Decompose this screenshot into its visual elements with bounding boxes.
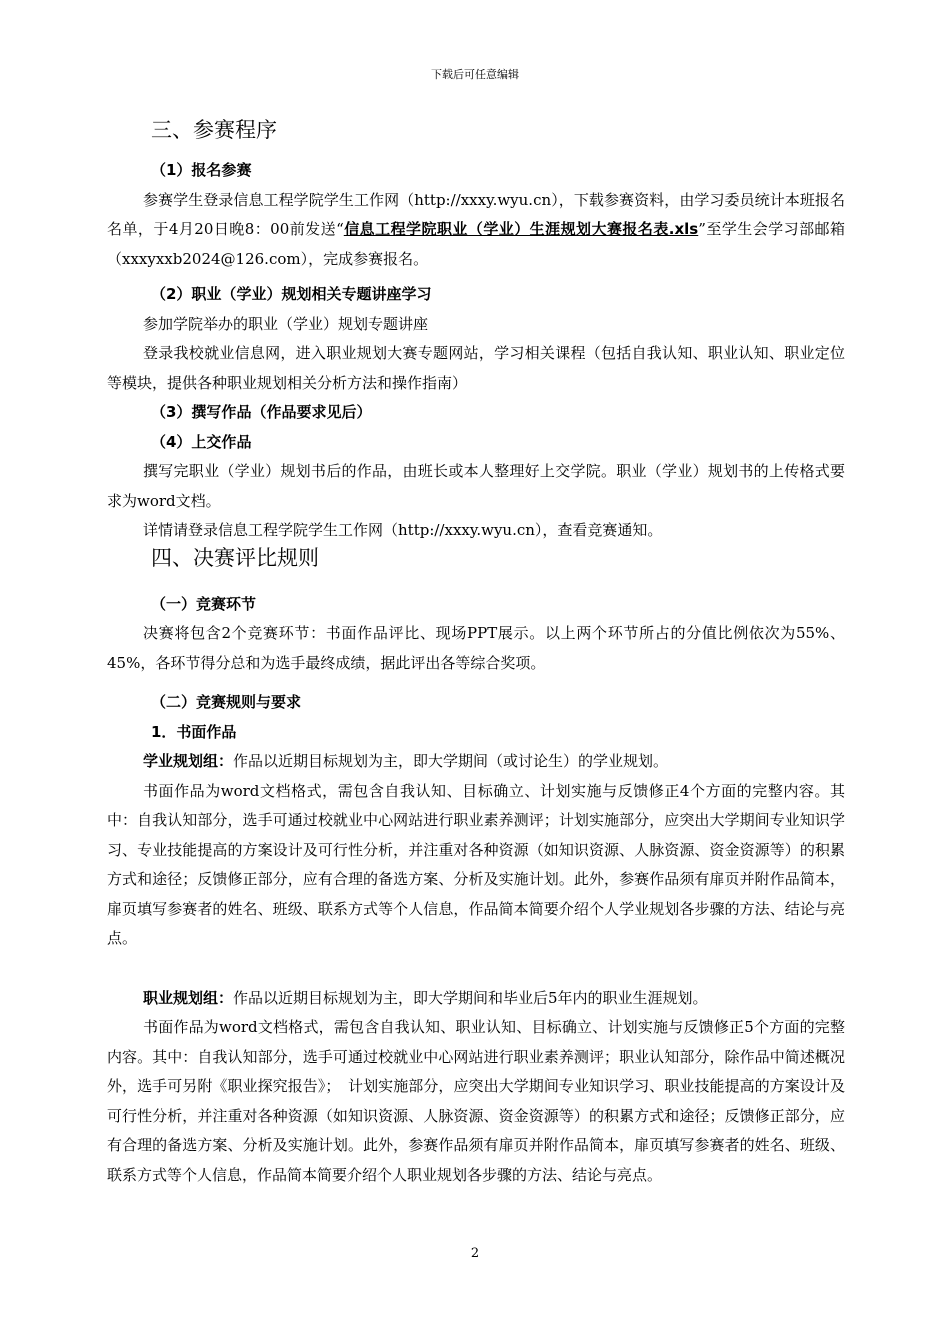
career-group-lead: 职业规划组： xyxy=(143,988,234,1007)
page-number: 2 xyxy=(470,1246,480,1261)
step-4-title: （4）上交作品 xyxy=(151,432,252,451)
step-3-title: （3）撰写作品（作品要求见后） xyxy=(151,403,372,421)
step-4-paragraph-1: 撰写完职业（学业）规划书后的作品，由班长或本人整理好上交学院。职业（学业）规划书的上传格式要求为word文档。 xyxy=(107,462,845,510)
step-2-title: （2）职业（学业）规划相关专题讲座学习 xyxy=(151,285,432,303)
step-2-paragraph-1: 参加学院举办的职业（学业）规划专题讲座 xyxy=(143,314,429,333)
section-4-title: 四、决赛评比规则 xyxy=(151,545,319,570)
step-4-paragraph-2: 详情请登录信息工程学院学生工作网（http://xxxy.wyu.cn），查看竞赛通知。 xyxy=(143,521,663,539)
part-1-paragraph: 决赛将包含2个竞赛环节：书面作品评比、现场PPT展示。以上两个环节所占的分值比例依次为55%、45%，各环节得分总和为选手最终成绩，据此评出各等综合奖项。 xyxy=(107,624,845,672)
document-body xyxy=(107,112,845,1190)
step-1-paragraph xyxy=(107,186,845,275)
part-2-title: （二）竞赛规则与要求 xyxy=(151,693,302,711)
item-1-title: 1．书面作品 xyxy=(151,722,237,741)
study-group-text: 作品以近期目标规划为主，即大学期间（或讨论生）的学业规划。 xyxy=(233,752,669,770)
step-1-text-b: ”至学生会学习部邮箱（xxxyxxb2024@126.com），完成参赛报名。 xyxy=(107,220,846,268)
career-group-paragraph xyxy=(107,984,845,1014)
step-1-text-a: 参赛学生登录信息工程学院学生工作网（http://xxxy.wyu.cn），下载参赛资料，由学习委员统计本班报名名单，于4月20日晚8：00前发送“ xyxy=(107,190,845,238)
step-2-paragraph-2: 登录我校就业信息网，进入职业规划大赛专题网站，学习相关课程（包括自我认知、职业认知、职业定位等模块，提供各种职业规划相关分析方法和操作指南） xyxy=(107,344,845,392)
step-1-title: （1）报名参赛 xyxy=(151,161,252,179)
section-3-title: 三、参赛程序 xyxy=(151,118,277,142)
study-group-lead: 学业规划组： xyxy=(143,752,234,770)
header-note: 下载后可任意编辑 xyxy=(431,68,519,81)
career-group-details: 书面作品为word文档格式，需包含自我认知、职业认知、目标确立、计划实施与反馈修正5个方面的完整内容。其中：自我认知部分，选手可通过校就业中心网站进行职业素养测评；职业认知部分，除作品中简述概况外，选手可另附《职业探究报告》； 计划实施部分，应突出大学期间专业知识学习、职业技能提高的方案设计及可行性分析，并注重对各种资源（如知识资源、人脉资源、资金资源等）的积累方式和途径；反馈修正部分，应有合理的备选方案、分析及实施计划。此外，参赛作品须有扉页并附作品简本，扉页填写参赛者的姓名、班级、联系方式等个人信息，作品简本简要介绍个人职业规划各步骤的方法、结论与亮点。 xyxy=(107,1018,845,1184)
study-group-paragraph xyxy=(107,747,845,777)
part-1-title: （一）竞赛环节 xyxy=(151,594,257,613)
career-group-text: 作品以近期目标规划为主，即大学期间和毕业后5年内的职业生涯规划。 xyxy=(233,988,708,1007)
registration-form-link[interactable]: 信息工程学院职业（学业）生涯规划大赛报名表.xls xyxy=(343,220,699,238)
study-group-details: 书面作品为word文档格式，需包含自我认知、目标确立、计划实施与反馈修正4个方面的完整内容。其中：自我认知部分，选手可通过校就业中心网站进行职业素养测评；计划实施部分，应突出大学期间专业知识学习、专业技能提高的方案设计及可行性分析，并注重对各种资源（如知识资源、人脉资源、资金资源等）的积累方式和途径；反馈修正部分，应有合理的备选方案、分析及实施计划。此外，参赛作品须有扉页并附作品简本，扉页填写参赛者的姓名、班级、联系方式等个人信息，作品简本简要介绍个人学业规划各步骤的方法、结论与亮点。 xyxy=(107,781,845,947)
